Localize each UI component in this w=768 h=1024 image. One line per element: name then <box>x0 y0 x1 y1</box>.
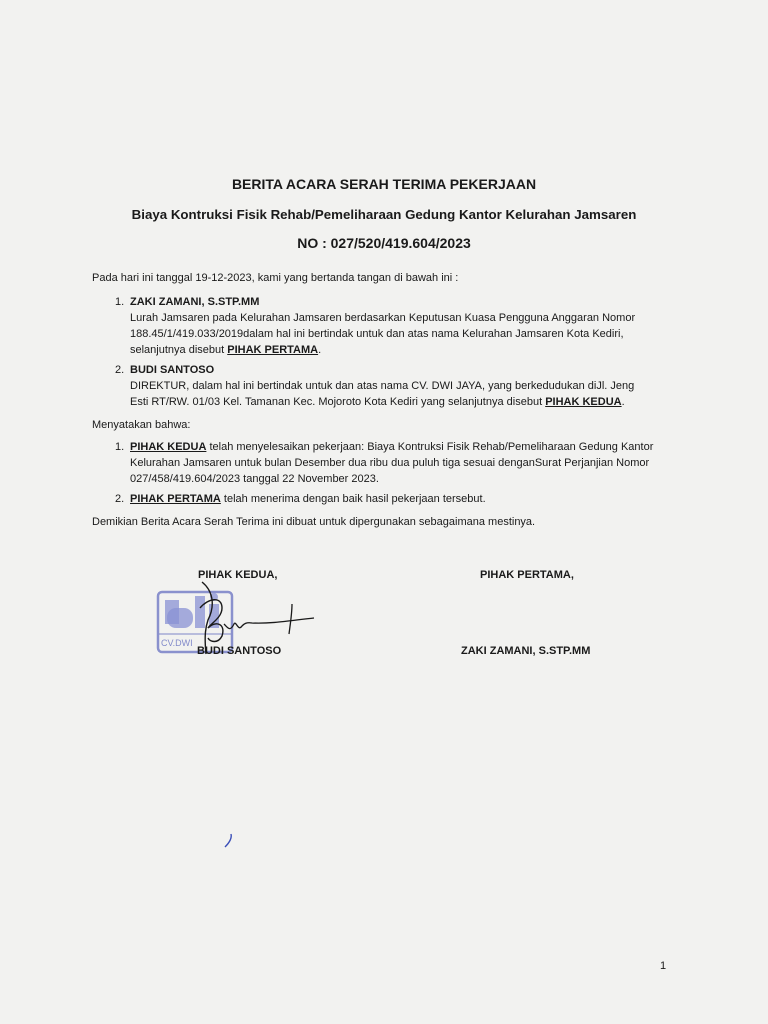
party-1-line-3-end: . <box>318 344 322 356</box>
closing-text: Demikian Berita Acara Serah Terima ini dibuat untuk dipergunakan sebagaimana mestinya. <box>92 516 536 528</box>
right-signatory-name: ZAKI ZAMANI, S.STP.MM <box>461 645 591 657</box>
right-signatory-role: PIHAK PERTAMA, <box>480 569 574 581</box>
statement-2-line-1 <box>130 491 486 507</box>
statement-1-line-3: 027/458/419.604/2023 tanggal 22 November 2023. <box>130 473 379 485</box>
pihak-kedua-ref: PIHAK KEDUA <box>545 396 622 408</box>
statement-2-line-1-text: telah menerima dengan baik hasil pekerjaan tersebut. <box>220 493 486 505</box>
document-number: NO : 027/520/419.604/2023 <box>297 235 471 251</box>
statement-1-line-1 <box>130 439 653 455</box>
party-2-line-2-text: Esti RT/RW. 01/03 Kel. Tamanan Kec. Mojoroto Kota Kediri yang selanjutnya disebut <box>130 396 546 408</box>
party-1-line-2: 188.45/1/419.033/2019dalam hal ini bertindak untuk dan atas nama Kelurahan Jamsaren Kota Kediri, <box>130 328 624 340</box>
party-2-line-2 <box>130 394 625 410</box>
document-title: BERITA ACARA SERAH TERIMA PEKERJAAN <box>231 176 537 192</box>
party-1-line-1: Lurah Jamsaren pada Kelurahan Jamsaren berdasarkan Keputusan Kuasa Pengguna Anggaran Nomor <box>130 312 636 324</box>
pihak-pertama-ref: PIHAK PERTAMA <box>227 344 319 356</box>
intro-text: Pada hari ini tanggal 19-12-2023, kami yang bertanda tangan di bawah ini : <box>92 272 459 284</box>
party-2-line-1: DIREKTUR, dalam hal ini bertindak untuk dan atas nama CV. DWI JAYA, yang berkedudukan diJl. Jeng <box>130 380 635 392</box>
statement-1-line-2: Kelurahan Jamsaren untuk bulan Desember dua ribu dua puluh tiga sesuai denganSurat Perjanjian Nomor <box>130 457 650 469</box>
statement-intro: Menyatakan bahwa: <box>92 419 191 431</box>
party-1-line-3 <box>130 342 321 358</box>
statement-2-index: 2. <box>115 493 125 505</box>
page-number: 1 <box>660 960 667 972</box>
document-subtitle: Biaya Kontruksi Fisik Rehab/Pemeliharaan Gedung Kantor Kelurahan Jamsaren <box>131 207 637 222</box>
stamp-company-text: CV.DWI <box>161 638 193 648</box>
party-2-line-2-end: . <box>621 396 625 408</box>
party-1-index: 1. <box>115 296 125 308</box>
pihak-kedua-ref: PIHAK KEDUA <box>130 441 207 453</box>
left-signatory-role: PIHAK KEDUA, <box>198 569 278 581</box>
party-1-name: ZAKI ZAMANI, S.STP.MM <box>130 296 260 308</box>
ink-mark <box>222 832 236 850</box>
party-1-line-3-text: selanjutnya disebut <box>130 344 228 356</box>
statement-1-index: 1. <box>115 441 125 453</box>
party-2-index: 2. <box>115 364 125 376</box>
pihak-pertama-ref: PIHAK PERTAMA <box>130 493 221 505</box>
party-2-name: BUDI SANTOSO <box>130 364 215 376</box>
statement-1-line-1-text: telah menyelesaikan pekerjaan: Biaya Kontruksi Fisik Rehab/Pemeliharaan Gedung Kantor <box>206 441 654 453</box>
left-signatory-name: BUDI SANTOSO <box>197 645 282 657</box>
